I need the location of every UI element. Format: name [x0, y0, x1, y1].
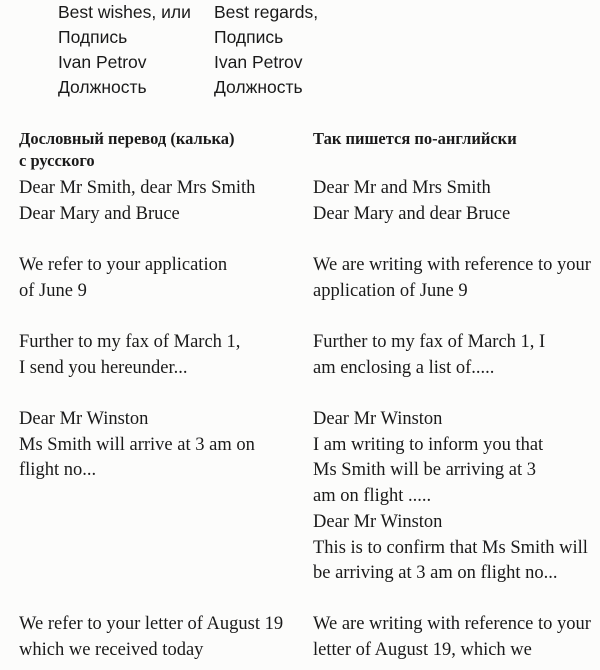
text-line: am on flight ..... — [313, 486, 432, 507]
signer-position: Должность — [58, 77, 147, 97]
text-line: which we received today — [19, 639, 204, 660]
right-greeting-block — [313, 176, 510, 227]
text-line: Dear Mary and dear Bruce — [313, 203, 511, 224]
text-line: am enclosing a list of..... — [313, 357, 495, 378]
heading-line: с русского — [19, 151, 95, 170]
text-line: I send you hereunder... — [19, 357, 188, 378]
text-line: flight no... — [19, 460, 97, 481]
text-line: We refer to your application — [19, 255, 228, 275]
text-line: We are writing with reference to your — [313, 255, 591, 275]
text-line: Ms Smith will be arriving at 3 — [313, 460, 537, 481]
closing-best-regards: Best regards, — [214, 2, 319, 22]
closing-best-wishes: Best wishes, или — [58, 2, 191, 22]
left-letter-block — [19, 612, 283, 663]
text-line: Dear Mr Winston — [313, 511, 443, 532]
right-fax-block — [313, 330, 545, 381]
signer-position: Должность — [214, 77, 303, 97]
signature-placeholder: Подпись — [58, 27, 128, 47]
text-line: Dear Mary and Bruce — [19, 203, 180, 224]
text-line: Further to my fax of March 1, — [19, 332, 241, 352]
text-line: be arriving at 3 am on flight no... — [313, 563, 558, 584]
left-column-heading — [19, 128, 234, 172]
text-line: We refer to your letter of August 19 — [19, 614, 284, 634]
heading-line: Дословный перевод (калька) — [19, 129, 235, 148]
text-line: We are writing with reference to your — [313, 614, 591, 634]
text-line: Dear Mr and Mrs Smith — [313, 178, 491, 198]
signer-name: Ivan Petrov — [58, 52, 147, 72]
text-line: I am writing to inform you that — [313, 434, 544, 455]
text-line: Ms Smith will arrive at 3 am on — [19, 434, 255, 455]
right-refer-block — [313, 253, 591, 304]
signer-name: Ivan Petrov — [214, 52, 303, 72]
text-line: application of June 9 — [313, 280, 468, 301]
right-column-heading — [313, 128, 517, 150]
heading-line: Так пишется по-английски — [313, 129, 517, 148]
text-line: letter of August 19, which we — [313, 639, 532, 660]
signature-left-column — [58, 0, 191, 100]
left-refer-block — [19, 253, 227, 304]
text-line: This is to confirm that Ms Smith will — [313, 537, 588, 558]
text-line: of June 9 — [19, 280, 87, 301]
signature-right-column — [214, 0, 318, 100]
text-line: Dear Mr Smith, dear Mrs Smith — [19, 178, 256, 198]
right-letter-block — [313, 612, 591, 663]
text-line: Dear Mr Winston — [313, 409, 443, 429]
left-greeting-block — [19, 176, 255, 227]
signature-placeholder: Подпись — [214, 27, 284, 47]
left-winston-block — [19, 407, 255, 484]
left-fax-block — [19, 330, 240, 381]
text-line: Dear Mr Winston — [19, 409, 149, 429]
text-line: Further to my fax of March 1, I — [313, 332, 546, 352]
right-winston-block — [313, 407, 588, 587]
